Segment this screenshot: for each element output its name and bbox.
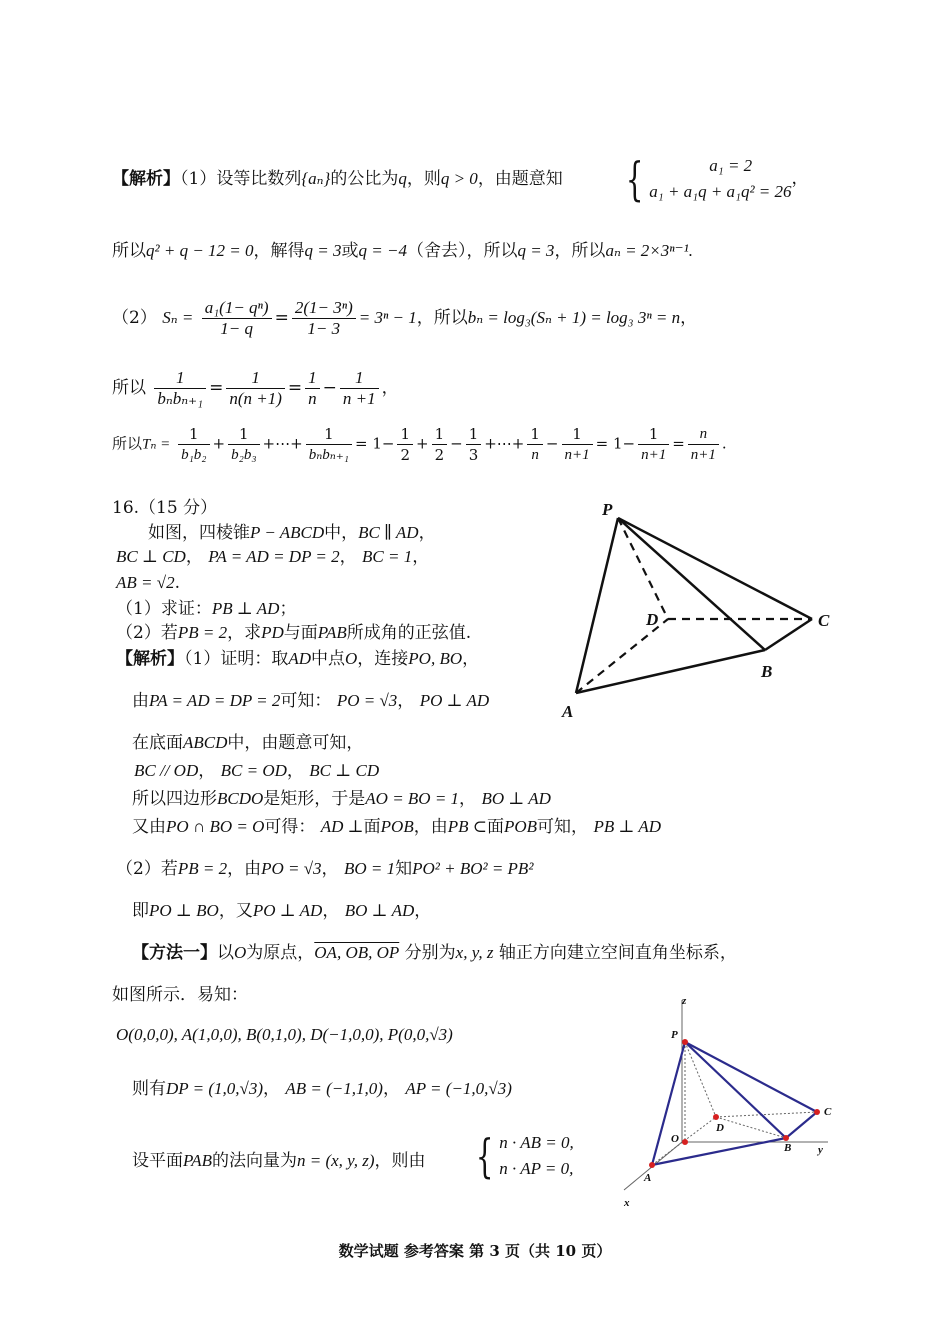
denominator: 2 [434,446,445,464]
numerator: 1 [228,424,259,445]
math: PB = 2 [177,623,228,642]
edge-DC [716,1112,817,1117]
text: ，由 [227,859,262,879]
text: 知 [395,859,413,879]
math: POB [503,817,538,836]
equation-system: { a₁ = 2 a₁ + a₁q + a₁q² = 26 ， [625,152,809,206]
math: PB = 2 [177,859,228,878]
label-C: C [818,611,830,630]
text: ，则 [406,169,441,189]
edge-PD [618,518,668,619]
problem16-a6 [132,816,661,838]
problem16-b2: 即PO ⊥ BO，又PO ⊥ AD， BO ⊥ AD， [132,901,432,921]
math: q > 0 [440,169,478,188]
text: （1）求证： [116,599,212,619]
denominator: b₂b₃ [231,447,257,463]
numerator: 1 [432,424,448,445]
text: （1）证明：取 [184,649,289,669]
math: PA = AD = DP = 2 [149,691,281,710]
math: PO = √3 [261,859,322,878]
label-B: B [761,662,773,681]
numerator: 1 [340,368,379,389]
text: 中，由题意可知， [227,733,364,753]
text: （1）设等比数列 [180,169,302,189]
coordinate-figure [610,990,850,1215]
point-B [783,1135,789,1141]
math: O [345,649,358,668]
text: ，由题意知 [477,169,563,189]
math: PO ⊥ AD [252,901,323,920]
math: q = 3 [304,241,342,260]
math: AB = √2 [116,573,175,592]
numerator: 1 [562,424,593,445]
text: 则有 [132,1079,166,1099]
numerator: 1 [397,424,413,445]
math: q² + q − 12 = 0 [146,241,254,260]
math: BC ⊥ CD [116,547,186,566]
math: PO ⊥ BO [149,901,219,920]
math: {aₙ} [301,169,331,188]
point-A [649,1162,655,1168]
math: PAB [317,623,347,642]
denominator: n(n +1) [229,389,282,408]
math: POB [380,817,414,836]
problem16-b1: （2）若PB = 2，由PO = √3， BO = 1知PO² + BO² = PB² [116,859,534,879]
text: （舍去），所以 [406,241,518,261]
problem16-a2: 由PA = AD = DP = 2可知： PO = √3， PO ⊥ AD [132,691,490,711]
problem16-q1: （1）求证：PB ⊥ AD； [116,599,297,619]
text: 所成角的正弦值. [346,623,472,643]
fraction [292,298,356,339]
label-C: C [824,1106,832,1118]
math: Sₙ = [162,308,194,327]
label-P: P [602,500,613,519]
text: 面 [486,817,504,837]
fraction [688,424,719,465]
label-P: P [671,1029,678,1041]
denominator: n [308,389,317,408]
math: q [398,169,407,188]
problem16-number: 16.（15 分） [112,498,218,518]
text: 面 [363,817,381,837]
text: ，连接 [357,649,409,669]
label-B: B [784,1142,792,1154]
problem16-line2: BC ⊥ CD， PA = AD = DP = 2， BC = 1， [116,547,430,567]
fraction [305,368,320,409]
label-z: z [682,995,687,1007]
text: 分别为 [404,943,456,963]
denominator: n +1 [342,389,376,408]
numerator: 1 [638,424,669,445]
math: AD [288,649,311,668]
text: 如图，四棱锥 [148,523,250,543]
point-D [713,1114,719,1120]
edge-PC [685,1042,817,1112]
problem16-a1: 【解析】（1）证明：取AD中点O，连接PO, BO， [116,649,480,669]
denominator: bₙbₙ₊₁ [308,447,349,463]
math: BC = 1 [362,547,413,566]
math: x, y, z [455,943,494,962]
problem16-line1: 如图，四棱锥P − ABCD中，BC ∥ AD， [148,523,436,543]
text: ，所以 [416,308,468,328]
math: BCDO [217,789,264,808]
math: PO ⊥ AD [419,691,490,710]
problem16-line3: AB = √2. [116,573,180,593]
fraction [638,424,669,465]
edge-PB [685,1042,786,1138]
fraction [154,368,206,409]
edge-PA [576,518,618,693]
text: ，解得 [253,241,305,261]
text: 在底面 [132,733,183,753]
label-A: A [562,702,574,721]
problem16-a5: 所以四边形BCDO是矩形，于是AO = BO = 1， BO ⊥ AD [132,789,551,809]
text: 可得： [264,817,316,837]
label-A: A [644,1172,652,1184]
page-footer: 数学试题 参考答案 第 3 页（共 10 页） [338,1242,612,1260]
problem16-c1 [132,942,737,964]
text: 即 [132,901,149,921]
text: 所以 [112,378,146,398]
text: ，求 [227,623,262,643]
fraction [397,424,413,465]
numerator: 1 [527,424,543,445]
math: BC ⊥ CD [309,761,380,780]
normal-system [470,1130,574,1182]
text: 设平面 [132,1151,183,1171]
denominator: n+1 [564,447,590,463]
fraction [228,424,259,465]
brace: { [475,1129,494,1183]
sol15-part2-line3: 所以Tₙ = $\frac{1}{\text{b₁b₂}}$ + $\frac{1}{\text{b₂b₃}}$ +⋯+ $\frac{1}{\text{bₙbₙ₊₁}}$ = 1− $\frac{1}{2}$ + $\frac{1}{2}$ − $\frac{1}{3}$ +⋯+ $\frac{1}{n}$ − $\frac{1}{n+1}$ = 1− $\frac{1}{n+1}$ = $\frac{n}{n+1}$ . [112,425,727,464]
math: BO ⊥ AD [344,901,415,920]
text: 是矩形，于是 [263,789,366,809]
edge-PD [685,1042,716,1117]
text: 可知， [537,817,589,837]
pyramid-figure [560,495,840,725]
equation: a₁ = 2 [709,156,753,175]
equation: a₁ + a₁q + a₁q² = 26 [649,182,792,201]
edge-BC [765,619,812,650]
text: （2）若 [116,859,178,879]
numerator: 1 [466,424,482,445]
math: AO = BO = 1 [365,789,460,808]
fraction [226,368,285,409]
math: BC = OD [220,761,287,780]
text: ，又 [218,901,253,921]
method-tag: 【方法一】 [132,943,217,963]
text: 或 [341,241,359,261]
text: ，则由 [374,1151,426,1171]
math: = 1− [354,434,395,453]
numerator: a₁(1− qⁿ) [202,298,272,319]
math: OA, OB, OP [314,943,400,962]
text: 所以 [112,241,146,261]
math: AB = (−1,1,0) [285,1079,383,1098]
text: 由 [132,691,149,711]
text: ，由 [413,817,448,837]
text: 的公比为 [330,169,399,189]
math: PO = √3 [336,691,398,710]
brace: { [625,152,644,206]
label-D: D [716,1122,724,1134]
text: 中， [324,523,359,543]
text: 所以四边形 [132,789,217,809]
math: PB ⊥ AD [211,599,280,618]
analysis-tag: 【解析】 [116,649,184,669]
numerator: 1 [306,424,352,445]
math: PO² + BO² = PB² [412,859,534,878]
text: 所以 [112,434,143,453]
equation: n · AB = 0, [499,1133,574,1152]
math: ABCD [183,733,228,752]
math: n = (x, y, z) [296,1151,375,1170]
text: 轴正方向建立空间直角坐标系， [498,943,737,963]
denominator: n [531,447,539,463]
math: aₙ = 2×3ⁿ⁻¹. [605,241,693,260]
text: ，所以 [554,241,606,261]
point-P [682,1039,688,1045]
label-x: x [624,1197,630,1209]
fraction [202,298,272,339]
fraction [178,424,209,465]
numerator: 1 [226,368,285,389]
problem16-a4: BC // OD， BC = OD， BC ⊥ CD [134,761,380,781]
math: PD [261,623,284,642]
problem16-a3 [132,732,363,754]
edge-PA [652,1042,685,1165]
numerator: 2(1− 3ⁿ) [292,298,356,319]
text: 以 [217,943,234,963]
math: BO ⊥ AD [481,789,551,808]
math: AP = (−1,0,√3) [405,1079,512,1098]
fraction [527,424,543,465]
math: q = −4 [358,241,407,260]
text: 的法向量为 [211,1151,297,1171]
text: 与面 [283,623,318,643]
math: = 3ⁿ − 1 [358,308,417,327]
point-O [682,1139,688,1145]
text: （2）若 [116,623,178,643]
problem16-c4: 则有DP = (1,0,√3)， AB = (−1,1,0)， AP = (−1,0,√3) [132,1079,512,1099]
math: PAB [183,1151,212,1170]
math: DP = (1,0,√3) [166,1079,263,1098]
math: P − ABCD [250,523,325,542]
label-y: y [818,1144,823,1156]
text: 为原点， [246,943,315,963]
math: PB ⊂ [447,817,487,836]
fraction [466,424,482,465]
problem16-c2: 如图所示．易知： [112,985,248,1005]
numerator: 1 [154,368,206,389]
denominator: bₙbₙ₊₁ [157,389,204,408]
problem16-q2 [116,622,471,644]
denominator: n+1 [641,447,667,463]
math: AD ⊥ [320,817,364,836]
label-O: O [671,1133,679,1145]
math: bₙ = log₃(Sₙ + 1) = log₃ 3ⁿ = n [467,308,681,327]
sol15-line2 [112,240,693,262]
denominator: n+1 [690,447,716,463]
numerator: n [688,424,719,445]
fraction [340,368,379,409]
problem16-c5 [132,1150,426,1172]
math: PA = AD = DP = 2 [208,547,340,566]
text: 又由 [132,817,166,837]
math: BC ∥ AD [358,523,419,542]
text: （2） [112,308,157,328]
numerator: 1 [305,368,320,389]
text: 中点 [311,649,345,669]
edge-BC [786,1112,817,1138]
fraction [562,424,593,465]
denominator: 1− 3 [307,319,341,338]
analysis-tag: 【解析】 [112,169,180,189]
math: PB ⊥ AD [593,817,662,836]
denominator: 1− q [220,319,254,338]
denominator: 2 [400,446,410,464]
sol15-part1-line [112,168,563,190]
equation: n · AP = 0, [499,1159,574,1178]
denominator: b₁b₂ [181,447,207,463]
fraction [306,424,352,465]
denominator: 3 [468,446,479,464]
math: BO = 1 [343,859,396,878]
math: q = 3 [517,241,555,260]
label-D: D [646,610,659,629]
fraction [432,424,448,465]
sol15-part2-line: （2） Sₙ = $\frac{\text{a₁(1− qⁿ)}}{1- q}$ = $\frac{\text{2(1− 3ⁿ)}}{1- 3}$ = 3ⁿ − 1，所以bₙ = log₃(Sₙ + 1) = log₃ 3ⁿ = n， [112,298,698,338]
math: PO, BO [408,649,463,668]
math: O [234,943,247,962]
problem16-c3: O(0,0,0), A(1,0,0), B(0,1,0), D(−1,0,0), P(0,0,√3) [116,1025,453,1044]
sol15-part2-line2: 所以 $\frac{1}{\text{bₙbₙ₊₁}}$ = $\frac{1}{n(n +1)}$ = $\frac{1}{n}$ − $\frac{1}{n +1}$ ， [112,368,399,408]
math: BC // OD [134,761,199,780]
numerator: 1 [178,424,209,445]
math: Tₙ = [142,436,171,453]
text: 可知： [280,691,332,711]
math: PO ∩ BO = O [166,817,265,836]
point-C [814,1109,820,1115]
